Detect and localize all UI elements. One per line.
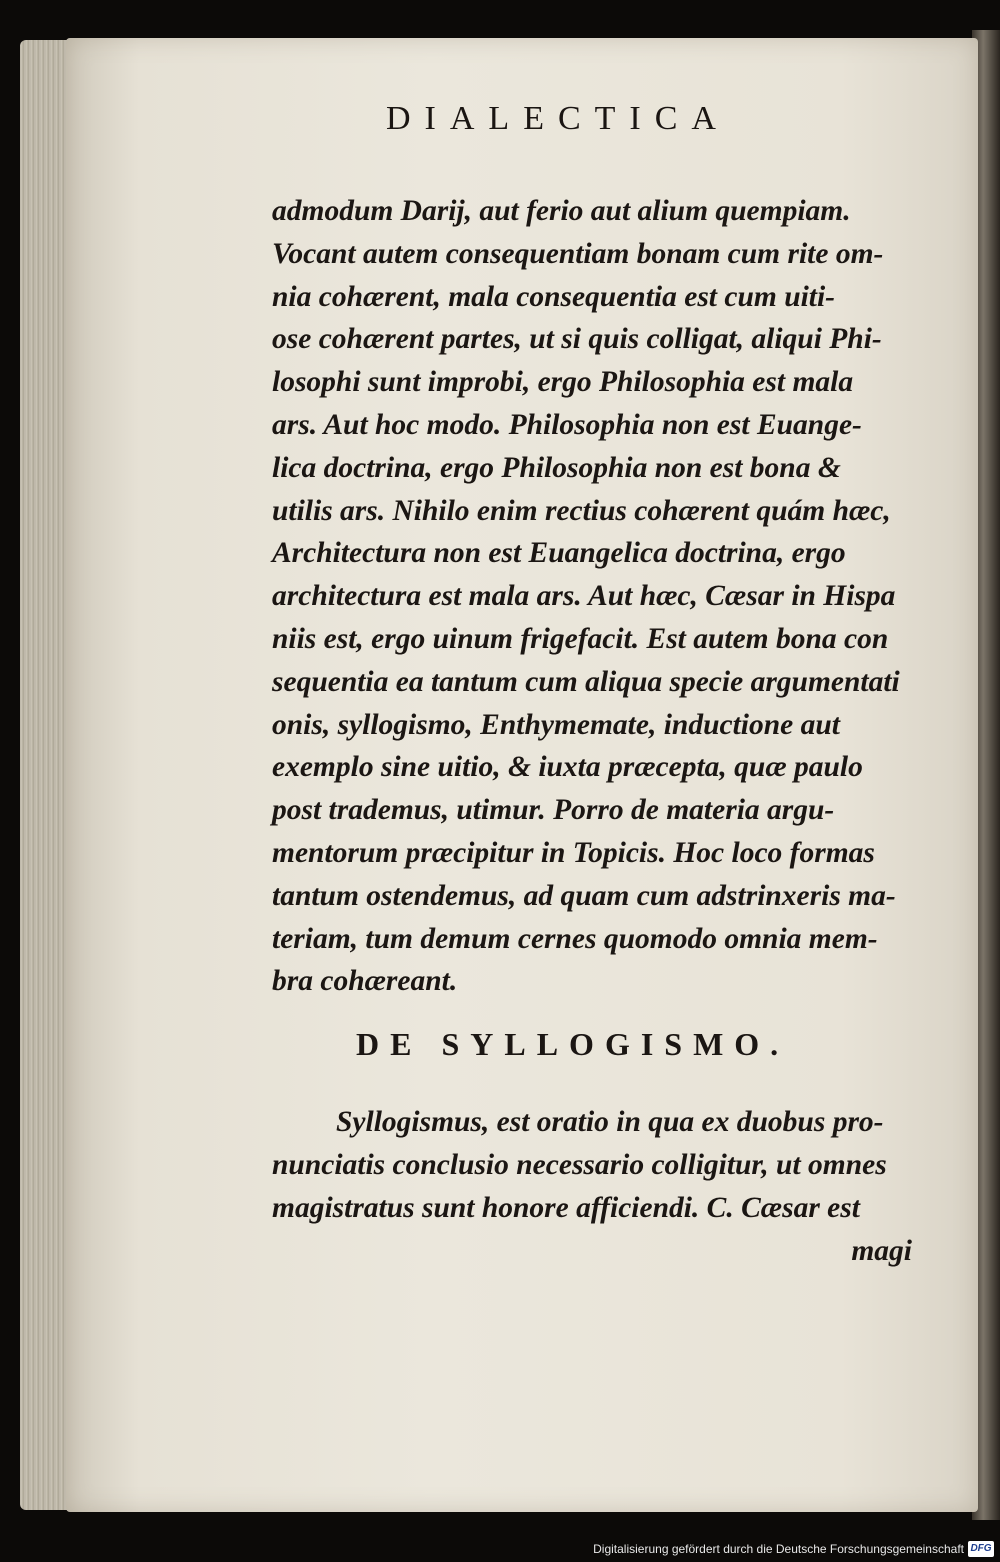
text-line: post trademus, utimur. Porro de materia argu- <box>272 794 835 827</box>
text-line: magistratus sunt honore afficiendi. C. Cæsar est <box>272 1191 860 1224</box>
text-line: architectura est mala ars. Aut hæc, Cæsar in Hispa <box>272 580 896 613</box>
text-line: exemplo sine uitio, & iuxta præcepta, quæ paulo <box>272 751 863 784</box>
text-line: admodum Darij, aut ferio aut alium quempiam. <box>272 195 851 227</box>
body-text <box>272 190 932 1272</box>
text-line: losophi sunt improbi, ergo Philosophia est mala <box>272 366 854 399</box>
text-line: sequentia ea tantum cum aliqua specie argumentati <box>272 665 900 698</box>
text-line: niis est, ergo uinum frigefacit. Est autem bona con <box>272 622 889 655</box>
text-line: teriam, tum demum cernes quomodo omnia mem- <box>272 922 878 955</box>
text-line: utilis ars. Nihilo enim rectius cohærent quám hæc, <box>272 494 891 527</box>
text-line: tantum ostendemus, ad quam cum adstrinxeris ma- <box>272 879 896 912</box>
section-heading: DE SYLLOGISMO. <box>356 1026 790 1063</box>
text-line: mentorum præcipitur in Topicis. Hoc loco formas <box>272 836 875 869</box>
text-line: onis, syllogismo, Enthymemate, inductione aut <box>272 708 840 741</box>
text-line: Vocant autem consequentiam bonam cum rite om- <box>272 237 884 270</box>
text-line: nunciatis conclusio necessario colligitur, ut omnes <box>272 1148 887 1181</box>
footer-bar <box>0 1538 1000 1562</box>
text-line: ars. Aut hoc modo. Philosophia non est Euange- <box>272 408 862 441</box>
text-line: ose cohærent partes, ut si quis colligat, aliqui Phi- <box>272 323 882 356</box>
text-line: bra cohæreant. <box>272 965 458 998</box>
text-line: Syllogismus, est oratio in qua ex duobus pro- <box>336 1106 884 1139</box>
dfg-logo-icon: DFG <box>968 1541 994 1557</box>
text-line: lica doctrina, ergo Philosophia non est bona & <box>272 451 841 484</box>
text-line: Architectura non est Euangelica doctrina, ergo <box>272 537 846 570</box>
footer-credit: Digitalisierung gefördert durch die Deutsche Forschungsgemeinschaft <box>593 1542 964 1556</box>
running-head: DIALECTICA <box>386 100 730 137</box>
catchword: magi <box>851 1234 912 1267</box>
text-line: nia cohærent, mala consequentia est cum uiti- <box>272 280 836 313</box>
